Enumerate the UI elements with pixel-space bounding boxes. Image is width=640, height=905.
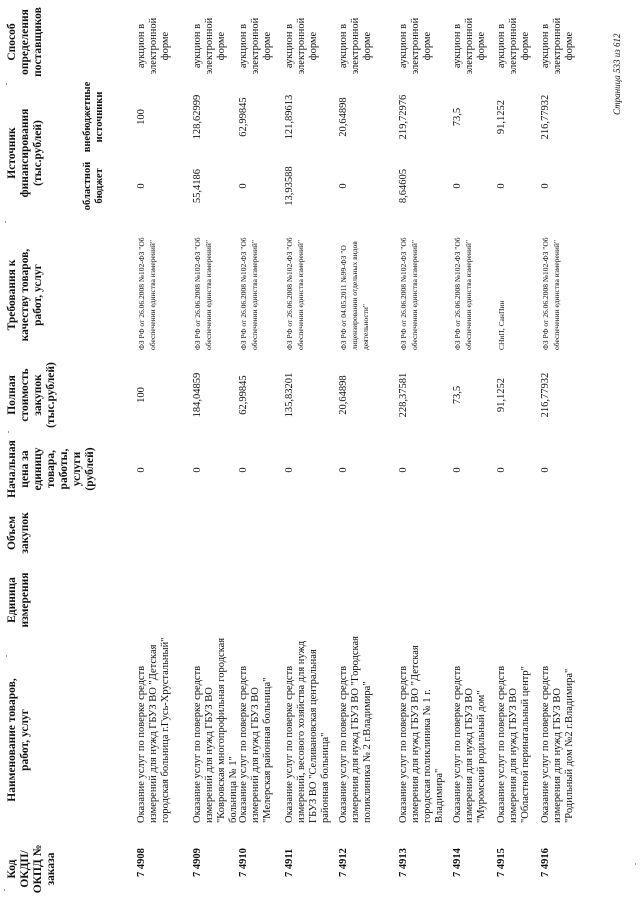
header-price: Начальная цена за единицу товара, работы, услуги (рублей) [6,440,96,498]
row-price: 0 [284,467,295,473]
row-code: 7 4911 [284,848,295,877]
scan-speck [635,863,636,865]
row-name: Оказание услуг по поверке средств измерений для нужд ГБУЗ ВО "Ковровская многопрофильная городская больница № 1" [192,637,239,823]
row-method: аукцион в электронной форме [398,17,433,75]
row-fin-regional: 0 [540,183,551,189]
row-total: 228,37581 [398,372,409,418]
row-requirements: ФЗ РФ от 26.06.2008 №102-ФЗ "Об обеспечении единства измерений" [541,237,561,350]
row-requirements: СНиП, СанПин [497,300,506,350]
scan-speck [5,221,6,223]
row-fin-extra: 91,1252 [496,99,507,135]
row-method: аукцион в электронной форме [496,17,531,75]
row-code: 7 4913 [398,848,409,877]
row-fin-regional: 0 [238,183,249,189]
row-total: 184,04859 [192,372,203,418]
row-fin-regional: 55,4186 [192,168,203,204]
row-fin-extra: 62,99845 [238,97,249,137]
row-fin-extra: 121,89613 [284,94,295,140]
header-volume: Объем закупок [6,512,31,554]
row-fin-extra: 73,5 [452,107,463,127]
row-price: 0 [238,467,249,473]
row-requirements: ФЗ РФ от 26.06.2008 №102-ФЗ "Об обеспечении единства измерений" [399,237,419,350]
row-name: Оказание услуг по поверке средств измерений для нужд ГБУЗ ВО "Мелерская районная больница" [238,665,273,823]
row-code: 7 4915 [496,848,507,877]
scan-speck [6,655,7,657]
row-method: аукцион в электронной форме [452,17,487,75]
row-price: 0 [452,467,463,473]
row-fin-extra: 219,72976 [398,94,409,140]
row-fin-regional: 8,64605 [398,168,409,204]
row-name: Оказание услуг по поверке средств измерения для нужд ГБУЗ ВО "Родильный дом №2 г.Владимира" [540,665,575,823]
row-fin-regional: 0 [136,183,147,189]
row-code: 7 4909 [192,848,203,877]
row-price: 0 [192,467,203,473]
row-total: 73,5 [452,385,463,405]
row-requirements: ФЗ РФ от 26.06.2008 №102-ФЗ "Об обеспечении единства измерений" [239,237,259,350]
header-method: Способ определения поставщиков [6,7,44,77]
header-requirements: Требования к качеству товаров, работ, услуг [6,248,44,342]
row-fin-extra: 100 [136,109,147,125]
header-name: Наименование товаров, работ, услуг [6,678,31,802]
row-code: 7 4912 [338,848,349,877]
row-requirements: ФЗ РФ от 26.06.2008 №102-ФЗ "Об обеспечении единства измерений" [285,237,305,350]
row-fin-regional: 0 [496,183,507,189]
row-name: Оказание услуг по поверке средств измерения для нужд ГБУЗ ВО "Детская городская поликлиника № 1 г. Владимира" [398,645,445,823]
header-financing: Источник финансирования (тыс.рублей) [6,108,44,198]
page-number: Страница 533 из 612 [612,33,622,115]
row-total: 135,83201 [284,372,295,418]
scan-speck [6,83,7,85]
row-total: 20,64898 [338,375,349,415]
row-code: 7 4908 [136,848,147,877]
row-fin-extra: 20,64898 [338,97,349,137]
header-code: Код ОКДП/ ОКПД № заказа [6,844,57,894]
header-unit: Единица измерения [6,572,31,628]
row-price: 0 [540,467,551,473]
header-fin-extra: внебюджетные источники [82,81,105,153]
row-fin-regional: 0 [452,183,463,189]
row-fin-regional: 13,93588 [284,166,295,206]
row-method: аукцион в электронной форме [192,17,227,75]
row-method: аукцион в электронной форме [136,17,171,75]
row-code: 7 4910 [238,848,249,877]
row-price: 0 [496,467,507,473]
row-price: 0 [136,467,147,473]
row-requirements: ФЗ РФ от 26.06.2008 №102-ФЗ "Об обеспечении единства измерений" [137,237,157,350]
row-total: 91,1252 [496,377,507,413]
row-name: Оказание услуг по поверке средств измерений, весового хозяйства для нужд ГБУЗ ВО "Селивановская центральная районная больница" [284,640,331,823]
scan-speck [4,889,5,891]
row-name: Оказание услуг по поверке средств измерения для нужд ГБУЗ ВО "Городская поликлиника № 2 г.Владимира" [338,636,373,823]
row-requirements: ФЗ РФ от 26.06.2008 №102-ФЗ "Об обеспечении единства измерений" [453,237,473,350]
row-method: аукцион в электронной форме [238,17,273,75]
row-requirements: ФЗ РФ от 04.05.2011 №99-ФЗ "О лицензировании отдельных видов деятельности" [339,241,370,350]
row-method: аукцион в электронной форме [284,17,319,75]
row-method: аукцион в электронной форме [540,17,575,75]
row-price: 0 [398,467,409,473]
row-code: 7 4914 [452,848,463,877]
row-method: аукцион в электронной форме [338,17,373,75]
row-code: 7 4916 [540,848,551,877]
row-requirements: ФЗ РФ от 26.06.2008 №102-ФЗ "Об обеспечении единства измерений" [193,237,213,350]
header-total: Полная стоимость закупок (тыс.рублей) [6,362,57,428]
row-fin-extra: 128,62999 [192,94,203,140]
row-price: 0 [338,467,349,473]
row-total: 216,77932 [540,372,551,418]
row-fin-extra: 216,77932 [540,94,551,140]
row-total: 100 [136,387,147,403]
header-fin-regional: областной бюджет [82,161,105,211]
row-name: Оказание услуг по поверке средств измерения для нужд ГБУЗ ВО "Областной перинатальный центр" [496,665,531,823]
row-name: Оказание услуг по поверке средств измерения для нужд ГБУЗ ВО "Муромский родильный дом" [452,665,487,823]
row-total: 62,99845 [238,375,249,415]
row-fin-regional: 0 [338,183,349,189]
row-name: Оказание услуг по поверке средств измерений для нужд ГБУЗ ВО "Детская городская больница г.Гусь-Хрустальный" [136,637,171,823]
scan-speck [8,431,9,433]
